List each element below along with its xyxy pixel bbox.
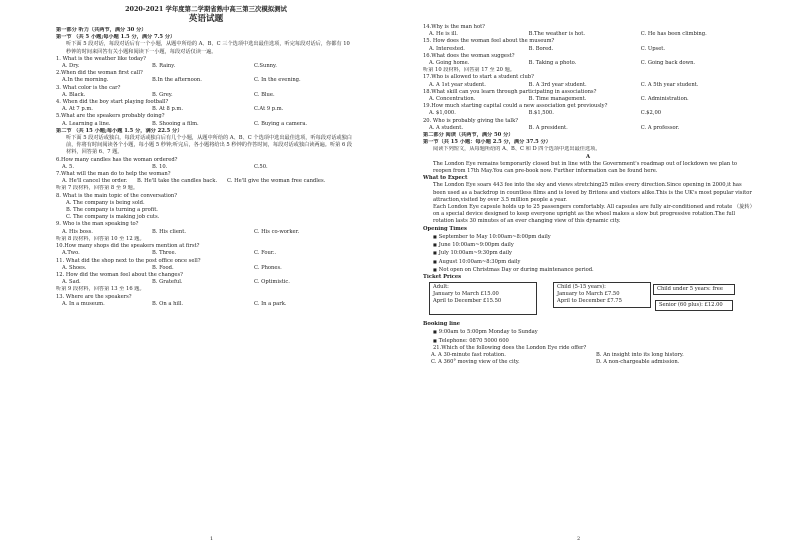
exam-page-2 [397,0,794,550]
question-3: 3. What color is the car? [56,84,121,91]
booking-item: ■ Telephone: 0870 5000 600 [423,337,753,345]
adult-price-1: January to March £15.00 [433,290,499,297]
option-c: C. Upset. [640,45,666,52]
under5-ticket-box: Child under 5 years: free [653,284,735,295]
option-b: B.$1,500. [528,110,554,117]
what-to-expect-heading: What to Expect [423,175,468,182]
question-3-options [56,92,356,99]
listening-instruction: 听第 9 段材料，回答第 13 至 16 题。 [56,286,145,293]
exam-title: 2020-2021 学年度第二学期省熟中高三第三次模拟测试 [125,5,287,13]
section2-intro: 听下面 5 段对话或独白。每段对话或独白后有几个小题，从题中所给的 A、B、C 个选项中选出最佳选项，听每段对话或独白前，你将有时间阅读各个小题，每小题 5 秒钟;听完后，各小题将给出 5 秒钟的作答时间，每段对话或独白读两遍。听第 6 段材料，回答第 6、7 题。 [66,135,353,156]
opening-time-item: ■ June 10:00am~9:00pm daily [423,241,753,249]
option-a: A. His boss. [62,228,93,235]
opening-time-item: ■ September to May 10:00am~8:00pm daily [423,233,753,241]
option-b: B.In the afternoon. [152,77,202,84]
option-b: B. Rainy. [152,63,176,70]
question-12-options [56,279,356,286]
ticket-prices-heading: Ticket Prices [423,273,462,280]
child-price-2: April to December £7.75 [557,297,622,304]
option-a: A. $1,000. [429,110,456,117]
question-11-options [56,265,356,272]
option-b: B. Bored. [528,45,554,52]
option-b: B. At 8 p.m. [152,106,183,113]
option-b: B. A president. [528,124,568,131]
section2-heading: 第二节 （共 15 小题;每小题 1.5 分，满分 22.5 分） [56,127,183,134]
passage-paragraph-3: Each London Eye capsule holds up to 25 passengers comfortably. All capsules are fully air-conditioned and rotate （旋转）on a special device designed to keep everyone upright as the wheel makes a slow but progressive rotation.The full rotation lasts 30 minutes of an ever changing view of this dynamic city. [433,204,753,225]
question-10: 10.How many shops did the speakers mention at first? [56,243,200,250]
question-21-options-row-1 [423,352,753,359]
option-a: A. The company is being sold. [66,199,145,206]
adult-price-2: April to December £15.50 [433,297,502,304]
option-c: C. His co-worker. [254,228,300,235]
question-16: 16.What does the woman suggest? [423,52,515,59]
option-a: A. In a museum. [62,300,105,307]
question-13-options [56,301,356,308]
passage-label: A [585,153,591,160]
option-a: A.Two. [62,250,80,257]
option-b: B. 10. [152,163,168,170]
section1-intro: 听下面 5 段对话，每段对话后有一个小题，从题中所给的 A、B、C 三个选项中选出最佳选项，听完每段对话后，你都有 10 秒钟的时间来回答有关小题和阅读下一小题，每段对话仅读一遍。 [66,41,350,55]
ticket-prices-table [423,282,753,320]
adult-label: Adult: [433,284,449,291]
opening-time-item: ■ July 10:00am~9:30pm daily [423,249,753,257]
part2-section1-heading: 第一节（共 15 小题：每小题 2.5 分，满分 37.5 分） [423,139,551,146]
question-4-options [56,106,356,113]
question-5-options [56,121,356,128]
question-8: 8. What is the main topic of the conversation? [56,192,178,199]
option-a: A. A 30-minute fast rotation. [431,351,506,358]
option-a: A. Sad. [62,279,81,286]
part1-heading: 第一部分 听力（共两节，满分 30 分） [56,27,147,33]
question-7: 7.What will the man do to help the woman? [56,171,171,178]
question-15: 15. How does the woman feel about the museum? [423,38,555,45]
option-c: C. In the evening. [254,77,301,84]
question-12: 12. How did the woman feel about the changes? [56,271,183,278]
page-2-column [423,24,753,534]
option-b: B. Shooing a film. [152,120,199,127]
question-1: 1. What is the weather like today? [56,55,146,62]
option-a: A. Black. [62,91,86,98]
opening-times-heading: Opening Times [423,225,467,232]
booking-line-heading: Booking line [423,321,461,328]
question-18: 18.What skill can you learn through participating in associations? [423,88,597,95]
option-c: C. A 360° moving view of the city. [431,359,520,366]
option-c: C. He'll give the woman free candles. [227,178,326,185]
exam-subtitle: 英语试题 [188,14,224,24]
option-b: B. An insight into its long history. [596,351,684,358]
question-9-options [56,229,356,236]
option-b: B. Grey. [152,91,173,98]
option-b: B.The weather is hot. [528,31,585,38]
option-a: A. Shoes. [62,264,87,271]
question-18-options [423,96,753,103]
option-c: C.50. [254,163,268,170]
option-a: A. A 1st year student. [429,81,486,88]
question-17-options [423,82,753,89]
option-a: A. Going home. [429,60,470,67]
section1-heading: 第一节 （共 5 小题;每小题 1.5 分，满分 7.5 分） [56,34,176,41]
option-c: C. Buying a camera. [254,120,308,127]
question-20-options [423,125,753,132]
option-c: C. He has been climbing. [640,31,707,38]
option-a: A. He is ill. [429,31,458,38]
child-price-1: January to March £7.50 [557,290,620,297]
page-number: 2 [577,536,581,542]
option-c: C. Going back down. [640,60,696,67]
question-17: 17.Who is allowed to start a student club? [423,74,534,81]
question-2: 2.When did the woman first call? [56,70,143,77]
option-a: A. A student. [429,124,463,131]
child-ticket-box [553,282,651,308]
opening-time-item: ■ August 10:00am~8:30pm daily [423,258,753,266]
option-d: D. A non-chargeable admission. [596,359,680,366]
option-a: A. Learning a line. [62,120,111,127]
option-c: C. Optimistic. [254,279,290,286]
page-1-column [56,27,356,534]
option-a: A. Interested. [429,45,465,52]
option-b: B. A 3rd year student. [528,81,587,88]
option-c: C.Sunny. [254,63,277,70]
part2-heading: 第二部分 阅读（共两节，满分 50 分） [423,132,514,139]
option-a: A. Dry. [62,63,80,70]
question-21-options-row-2 [423,359,753,366]
question-20: 20. Who is probably giving the talk? [423,117,518,124]
option-c: C. In a park. [254,300,287,307]
option-a: A. At 7 p.m. [62,106,93,113]
question-9: 9. Who is the man speaking to? [56,221,139,228]
question-10-options [56,250,356,257]
option-b: B. The company is turning a profit. [66,207,158,214]
question-21: 21.Which of the following does the London Eye ride offer? [433,344,587,351]
question-11: 11. What did the shop next to the post office once sell? [56,257,201,264]
option-c: C. Blue. [254,91,275,98]
question-19: 19.How much starting capital could a new association get previously? [423,103,608,110]
question-19-options [423,110,753,117]
booking-item: ■ 9:00am to 5:00pm Monday to Sunday [423,328,753,336]
listening-instruction: 听第 8 段材料，回答第 10 至 12 题。 [56,235,145,242]
question-2-options [56,77,356,84]
option-b: B. Taking a photo. [528,60,577,67]
question-14: 14.Why is the man hot? [423,24,485,30]
listening-instruction: 听第 7 段材料，回答第 8 至 9 题。 [56,185,139,192]
part2-intro: 阅读下列短文，从每题所给的 A、B、C 和 D 四个选项中选出最佳选项。 [433,146,601,153]
question-13: 13. Where are the speakers? [56,293,132,300]
adult-ticket-box [429,282,537,315]
question-4: 4. When did the boy start playing football? [56,99,169,106]
question-14-options [423,31,753,38]
question-6: 6.How many candles has the woman ordered? [56,156,178,163]
option-c: C. Administration. [640,96,689,103]
option-b: B. Food. [152,264,174,271]
senior-ticket-box: Senior (60 plus): £12.00 [655,300,733,311]
option-c: C. Phones. [254,264,282,271]
option-a: A.In the morning. [62,77,109,84]
question-5: 5.What are the speakers probably doing? [56,113,165,120]
option-c: C. A 5th year student. [640,81,699,88]
option-a: A. Concentration. [429,96,476,103]
option-b: B. He'll take the candles back. [137,178,218,185]
option-c: C. Four.. [254,250,277,257]
option-a: A. 5. [62,163,74,170]
option-b: B. Time management. [528,96,587,103]
option-b: B. Three. [152,250,177,257]
question-16-options [423,60,753,67]
passage-paragraph-2: The London Eye soars 443 fee into the sky and views stretching25 miles every direction.Since opening in 2000,it has been used as a backdrop in countless films and is loved by Britons and visitors alike.This is the UK's most popular visitor attraction,visited by over 3.5 million people a year. [433,182,752,203]
question-7-options [56,178,356,185]
option-b: B. On a hill. [152,300,184,307]
option-c: C. A professor. [640,124,680,131]
child-label: Child (5-15 years): [557,284,606,291]
passage-paragraph-1: The London Eye remains temporarily closed but in line with the Government's roadmap out of lockdown we plan to reopen from 17th May.You can pre-book now. Further information can be found here. [433,160,738,175]
question-6-options [56,164,356,171]
listening-instruction: 听第 10 段材料，回答第 17 至 20 题。 [423,67,515,74]
page-number: 1 [210,536,214,542]
opening-time-item: ■ Not open on Christmas Day or during maintenance period. [423,266,753,274]
option-a: A. He'll cancel the order. [62,178,128,185]
question-15-options [423,46,753,53]
option-b: B. His client. [152,228,186,235]
option-c: C.At 9 p.m. [254,106,284,113]
option-c: C.$2,00 [640,110,662,117]
option-b: B. Grateful. [152,279,183,286]
option-c: C. The company is making job cuts. [66,214,160,221]
question-1-options [56,63,356,70]
